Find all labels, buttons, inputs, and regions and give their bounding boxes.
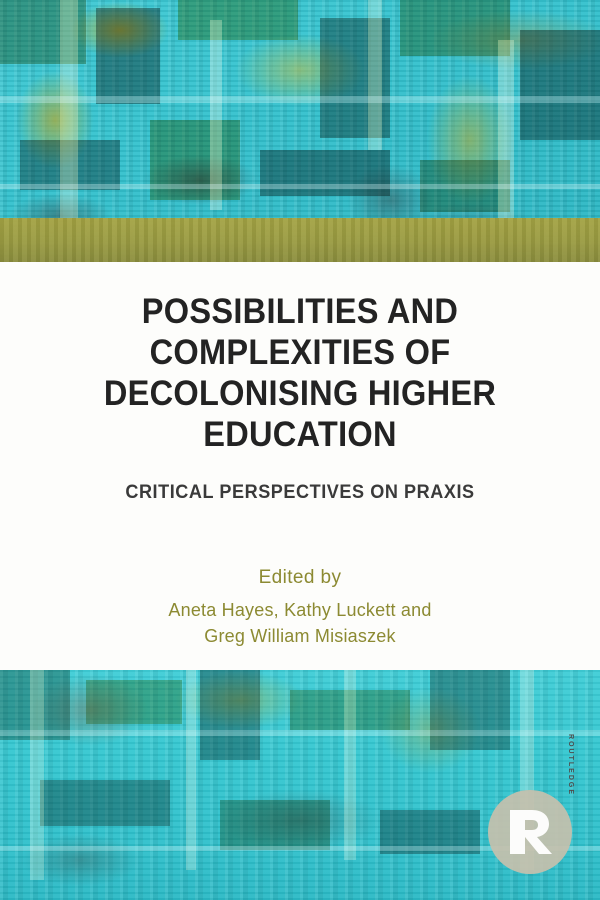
cover-text-panel xyxy=(0,262,600,670)
texture-patch xyxy=(220,800,330,850)
editor-names-line-2: Greg William Misiaszek xyxy=(204,626,396,647)
editors-block xyxy=(0,567,600,649)
texture-highlight xyxy=(344,670,356,860)
cover-artwork-top xyxy=(0,0,600,262)
edited-by-label: Edited by xyxy=(258,567,342,588)
texture-highlight xyxy=(0,96,600,103)
editor-names-line-1: Aneta Hayes, Kathy Luckett and xyxy=(168,600,432,620)
olive-divider-band xyxy=(0,218,600,262)
cover-subtitle: CRITICAL PERSPECTIVES ON PRAXIS xyxy=(125,481,475,503)
texture-highlight xyxy=(0,184,600,189)
texture-patch xyxy=(200,670,260,760)
texture-highlight xyxy=(368,0,382,150)
texture-patch xyxy=(96,8,160,104)
texture-highlight xyxy=(0,730,600,736)
routledge-r-mark xyxy=(488,790,572,874)
cover-artwork-bottom xyxy=(0,670,600,900)
texture-patch xyxy=(520,30,600,140)
texture-highlight xyxy=(186,670,196,870)
texture-highlight xyxy=(498,40,514,220)
texture-patch xyxy=(40,780,170,826)
texture-highlight xyxy=(210,20,222,210)
texture-patch xyxy=(86,680,182,724)
routledge-logo xyxy=(488,734,574,874)
page-title: POSSIBILITIES AND COMPLEXITIES OF DECOLONISING HIGHER EDUCATION xyxy=(103,292,497,454)
routledge-wordmark: ROUTLEDGE xyxy=(567,734,574,796)
texture-patch xyxy=(260,150,390,196)
texture-patch xyxy=(430,670,510,750)
texture-patch xyxy=(400,0,510,56)
texture-patch xyxy=(178,0,298,40)
